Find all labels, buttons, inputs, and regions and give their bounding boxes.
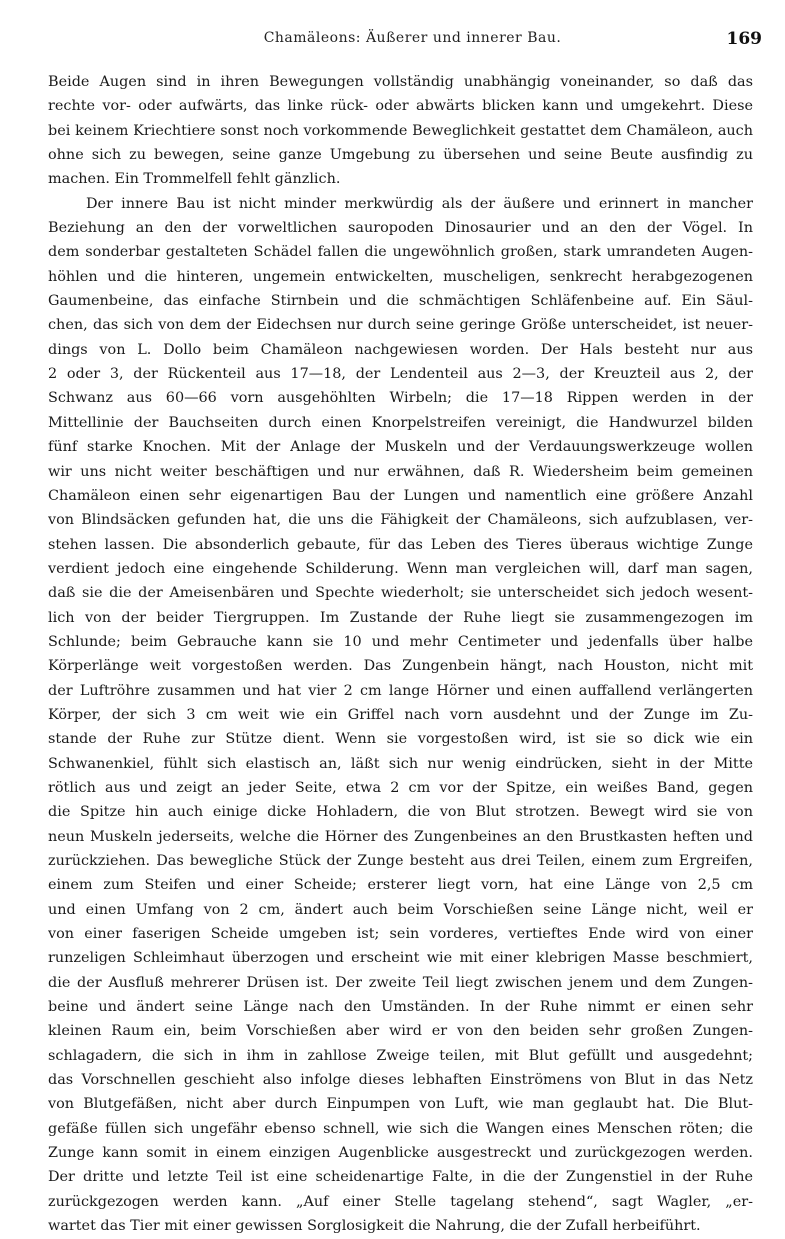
text-line: der Luftröhre zusammen und hat vier 2 cm lange Hörner und einen auffallend verlängerten <box>48 682 753 699</box>
text-line: rötlich aus und zeigt an jeder Seite, etwa 2 cm vor der Spitze, ein weißes Band, gegen <box>48 779 753 796</box>
paragraph <box>48 70 753 192</box>
text-line: Mittellinie der Bauchseiten durch einen Knorpelstreifen vereinigt, die Handwurzel bilden <box>48 414 753 431</box>
text-line: ohne sich zu bewegen, seine ganze Umgebung zu übersehen und seine Beute ausfindig zu <box>48 147 753 164</box>
text-line: verdient jedoch eine eingehende Schilderung. Wenn man vergleichen will, darf man sagen, <box>48 560 753 577</box>
text-line: 2 oder 3, der Rückenteil aus 17—18, der Lendenteil aus 2—3, der Kreuzteil aus 2, der <box>48 366 753 383</box>
text-line: Der dritte und letzte Teil ist eine scheidenartige Falte, in die der Zungenstiel in der Ruhe <box>48 1169 753 1186</box>
page-number: 169 <box>726 29 762 49</box>
text-line: von einer faserigen Scheide umgeben ist; sein vorderes, vertieftes Ende wird von einer <box>48 926 753 943</box>
text-line: wir uns nicht weiter beschäftigen und nur erwähnen, daß R. Wiedersheim beim gemeinen <box>48 463 753 480</box>
text-line: beine und ändert seine Länge nach den Umständen. In der Ruhe nimmt er einen sehr <box>48 999 753 1016</box>
text-line: dings von L. Dollo beim Chamäleon nachgewiesen worden. Der Hals besteht nur aus <box>48 341 753 358</box>
text-line: stande der Ruhe zur Stütze dient. Wenn sie vorgestoßen wird, ist sie so dick wie ein <box>48 731 753 748</box>
text-line: gefäße füllen sich ungefähr ebenso schnell, wie sich die Wangen eines Menschen röten; die <box>48 1120 753 1137</box>
running-head: Chamäleons: Äußerer und innerer Bau. <box>263 30 562 46</box>
text-line: Beide Augen sind in ihren Bewegungen vollständig unabhängig voneinander, so daß das <box>48 74 753 90</box>
text-line: bei keinem Kriechtiere sonst noch vorkommende Beweglichkeit gestattet dem Chamäleon, auch <box>48 122 753 139</box>
text-line: daß sie die der Ameisenbären und Spechte wiederholt; sie unterscheidet sich jedoch wesent- <box>48 585 753 602</box>
text-line: Schwanenkiel, fühlt sich elastisch an, läßt sich nur wenig eindrücken, sieht in der Mitte <box>48 755 753 772</box>
text-line: machen. Ein Trommelfell fehlt gänzlich. <box>48 171 341 188</box>
text-line: Schwanz aus 60—66 vorn ausgehöhlten Wirbeln; die 17—18 Rippen werden in der <box>48 390 753 407</box>
text-line: fünf starke Knochen. Mit der Anlage der Muskeln und der Verdauungswerkzeuge wollen <box>48 439 753 456</box>
text-line: wartet das Tier mit einer gewissen Sorglosigkeit die Nahrung, die der Zufall herbeiführt. <box>48 1218 701 1235</box>
text-line: schlagadern, die sich in ihm in zahllose Zweige teilen, mit Blut gefüllt und ausgedehnt; <box>48 1047 753 1064</box>
text-line: das Vorschnellen geschieht also infolge dieses lebhaften Einströmens von Blut in das Netz <box>48 1072 753 1089</box>
text-line: von Blutgefäßen, nicht aber durch Einpumpen von Luft, wie man geglaubt hat. Die Blut- <box>48 1096 753 1113</box>
text-line: stehen lassen. Die absonderlich gebaute, für das Leben des Tieres überaus wichtige Zunge <box>48 536 753 553</box>
text-line: einem zum Steifen und einer Scheide; ersterer liegt vorn, hat eine Länge von 2,5 cm <box>48 877 753 894</box>
text-line: Körper, der sich 3 cm weit wie ein Griffel nach vorn ausdehnt und der Zunge im Zu- <box>48 706 753 723</box>
text-line: Gaumenbeine, das einfache Stirnbein und die schmächtigen Schläfenbeine auf. Ein Säul- <box>48 293 753 310</box>
text-line: von Blindsäcken gefunden hat, die uns die Fähigkeit der Chamäleons, sich aufzublasen, ver- <box>48 512 753 529</box>
text-line: Chamäleon einen sehr eigenartigen Bau der Lungen und namentlich eine größere Anzahl <box>48 487 753 504</box>
text-line: die Spitze hin auch einige dicke Hohladern, die von Blut strotzen. Bewegt wird sie von <box>48 804 753 821</box>
page-header <box>45 30 780 60</box>
text-line: lich von der beider Tiergruppen. Im Zustande der Ruhe liegt sie zusammengezogen im <box>48 609 753 626</box>
text-line: Beziehung an den der vorweltlichen sauropoden Dinosaurier und an den der Vögel. In <box>48 220 753 237</box>
text-line: Zunge kann somit in einem einzigen Augenblicke ausgestreckt und zurückgezogen werden. <box>48 1145 753 1162</box>
text-line: und einen Umfang von 2 cm, ändert auch beim Vorschießen seine Länge nicht, weil er <box>48 901 753 918</box>
text-line: dem sonderbar gestalteten Schädel fallen die ungewöhnlich großen, stark umrandeten Augen- <box>48 244 753 261</box>
text-line: kleinen Raum ein, beim Vorschießen aber wird er von den beiden sehr großen Zungen- <box>48 1023 753 1040</box>
text-line: neun Muskeln jederseits, welche die Hörner des Zungenbeines an den Brustkasten heften und <box>48 828 753 845</box>
text-line: zurückziehen. Das bewegliche Stück der Zunge besteht aus drei Teilen, einem zum Ergreifen, <box>48 853 753 869</box>
text-line: höhlen und die hinteren, ungemein entwickelten, muscheligen, senkrecht herabgezogenen <box>48 268 753 285</box>
paragraph <box>48 192 753 1239</box>
text-line: Körperlänge weit vorgestoßen werden. Das Zungenbein hängt, nach Houston, nicht mit <box>48 658 753 675</box>
body-text <box>48 70 753 1239</box>
text-line: Schlunde; beim Gebrauche kann sie 10 und mehr Centimeter und jedenfalls über halbe <box>48 633 753 650</box>
text-line: chen, das sich von dem der Eidechsen nur durch seine geringe Größe unterscheidet, ist neuer- <box>48 317 753 334</box>
text-line: runzeligen Schleimhaut überzogen und erscheint wie mit einer klebrigen Masse beschmiert, <box>48 950 753 967</box>
text-line: zurückgezogen werden kann. „Auf einer Stelle tagelang stehend“, sagt Wagler, „er- <box>48 1193 753 1210</box>
text-line: Der innere Bau ist nicht minder merkwürdig als der äußere und erinnert in mancher <box>86 195 753 212</box>
text-line: die der Ausfluß mehrerer Drüsen ist. Der zweite Teil liegt zwischen jenem und dem Zungen- <box>48 974 753 991</box>
text-line: rechte vor- oder aufwärts, das linke rück- oder abwärts blicken kann und umgekehrt. Diese <box>48 98 753 115</box>
